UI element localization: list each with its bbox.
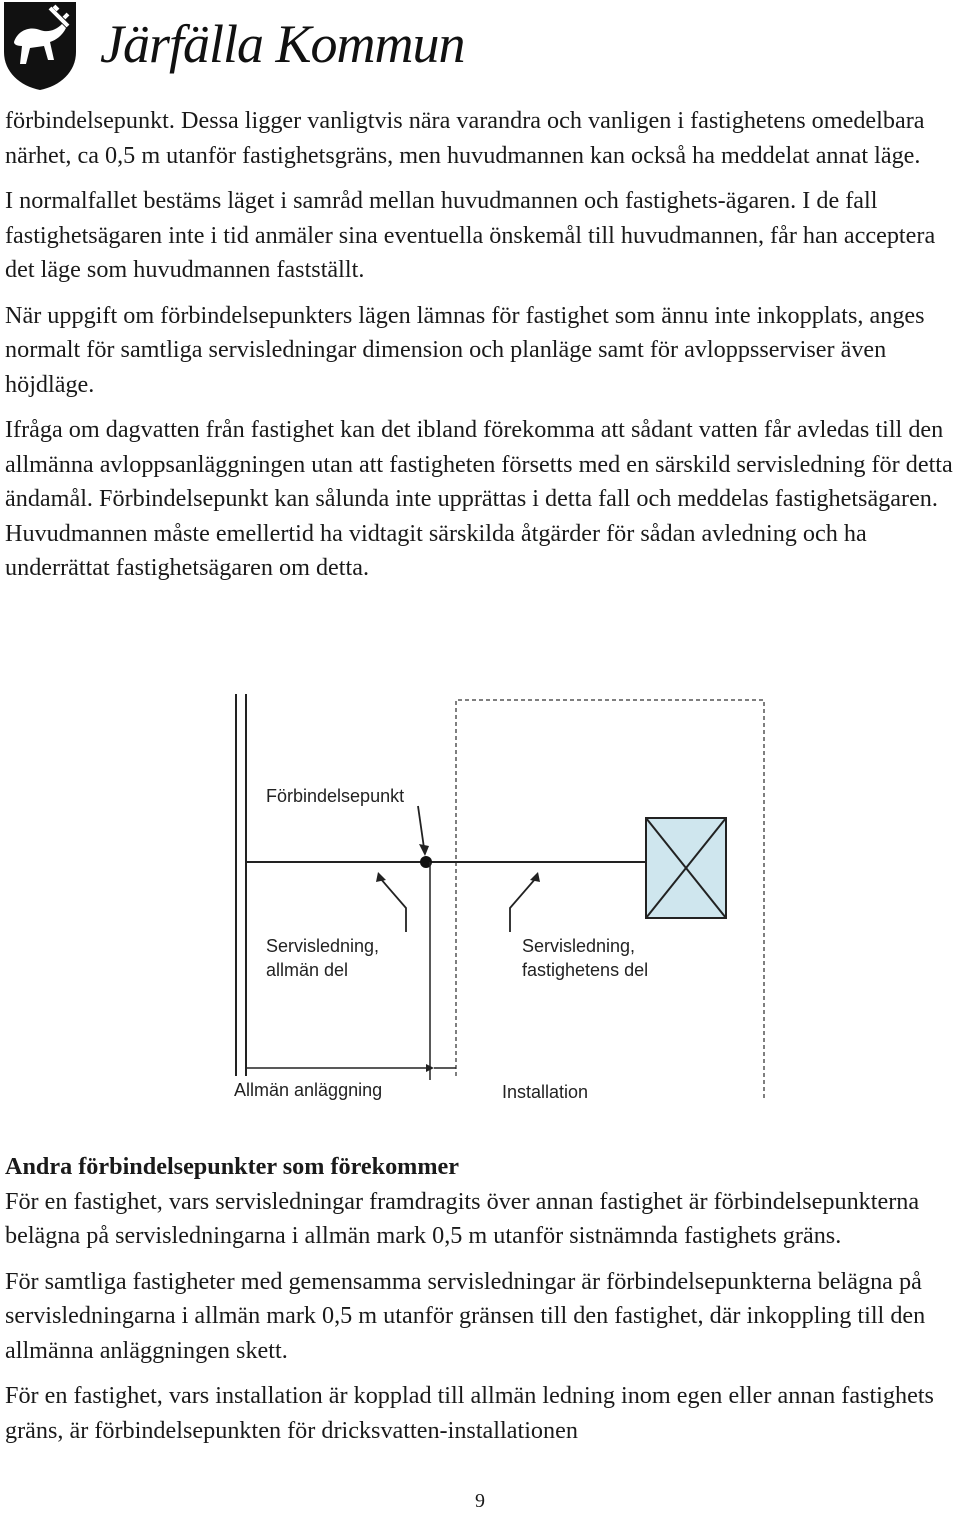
body-text-bottom (5, 1150, 957, 1448)
paragraph: förbindelsepunkt. Dessa ligger vanligtvis nära varandra och vanligen i fastighetens omedelbara närhet, ca 0,5 m utanför fastighetsgräns, men huvudmannen kan också ha meddelat annat läge. (5, 107, 925, 169)
body-text-top (5, 104, 957, 586)
label-public-facility: Allmän anläggning (234, 1080, 383, 1100)
paragraph: När uppgift om förbindelsepunkters lägen lämnas för fastighet som ännu inte inkopplats, anges normalt för samtliga servisledningar dimension och planläge samt för avloppsserviser även höjdläge. (5, 301, 925, 398)
label-connection-point: Förbindelsepunkt (266, 786, 405, 806)
paragraph: För en fastighet, vars servisledningar framdragits över annan fastighet är förbindelsepunkterna belägna på servisledningarna i allmän mark 0,5 m utanför sistnämnda fastighets gräns. (5, 1187, 920, 1249)
label-public-service-line-2: allmän del (266, 960, 349, 980)
page-header (0, 0, 960, 95)
connection-point-diagram (228, 688, 768, 1108)
paragraph: För samtliga fastigheter med gemensamma servisledningar är förbindelsepunkterna belägna på servisledningarna i allmän mark 0,5 m utanför gränsen till den fastighet, där inkoppling till den allmänna anläggningen skett. (5, 1267, 926, 1364)
label-private-service-line-2: fastighetens del (522, 960, 649, 980)
page-number: 9 (475, 1490, 485, 1512)
label-installation: Installation (502, 1082, 589, 1102)
municipality-logo-text: Järfälla Kommun (100, 14, 465, 74)
paragraph: I normalfallet bestäms läget i samråd mellan huvudmannen och fastighets-ägaren. I de fall fastighetsägaren inte i tid anmäler sina eventuella önskemål till huvudmannen, får han acceptera det läge som huvudmannen fastställt. (5, 187, 936, 283)
paragraph: För en fastighet, vars installation är kopplad till allmän ledning inom egen eller annan fastighets gräns, är förbindelsepunkten för dricksvatten-installationen (5, 1382, 934, 1444)
section-heading: Andra förbindelsepunkter som förekommer (5, 1153, 459, 1180)
label-public-service-line-1: Servisledning, (266, 936, 380, 956)
municipal-shield-icon (0, 0, 80, 92)
paragraph: Ifråga om dagvatten från fastighet kan det ibland förekomma att sådant vatten får avledas till den allmänna avloppsanläggningen utan att fastigheten försetts med en särskild servisledning för detta ändamål. Förbindelsepunkt kan sålunda inte upprättas i detta fall och meddelas fastighetsägaren. Huvudmannen måste emellertid ha vidtagit särskilda åtgärder för sådan avledning och ha underrättat fastighetsägaren om detta. (5, 416, 953, 581)
label-private-service-line-1: Servisledning, (522, 936, 636, 956)
